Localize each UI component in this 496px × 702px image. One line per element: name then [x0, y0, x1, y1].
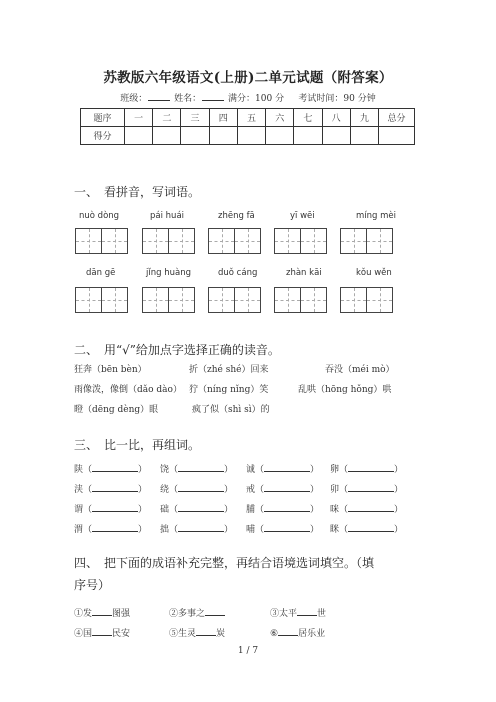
pinyin-label: jǐng huàng — [146, 268, 191, 278]
answer-blank[interactable] — [264, 463, 310, 472]
score-value-row — [81, 127, 415, 145]
score-cell: 一 — [125, 109, 153, 127]
open-paren: （ — [83, 465, 93, 475]
open-paren: （ — [255, 465, 265, 475]
reading-item[interactable]: 乱哄（hōng hǒng）哄 — [298, 385, 392, 395]
close-paren: ） — [310, 465, 320, 475]
answer-blank[interactable] — [178, 523, 224, 532]
char-label: 诚 — [246, 465, 256, 475]
close-paren: ） — [394, 505, 404, 515]
section-4-title-line2: 序号） — [74, 578, 111, 592]
idiom-prefix: ⑥ — [270, 629, 279, 639]
open-paren: （ — [169, 465, 179, 475]
section-1-title: 一、 看拼音，写词语。 — [74, 185, 201, 199]
word-group-item — [74, 462, 147, 475]
score-cell: 六 — [266, 109, 294, 127]
word-group-item — [330, 482, 403, 495]
close-paren: ） — [224, 485, 234, 495]
name-label: 姓名： — [174, 94, 202, 104]
score-input-cell[interactable] — [350, 127, 378, 145]
writing-grid[interactable] — [340, 228, 392, 254]
writing-grid[interactable] — [208, 228, 260, 254]
close-paren: ） — [310, 485, 320, 495]
answer-blank[interactable] — [92, 483, 138, 492]
open-paren: （ — [169, 485, 179, 495]
score-input-cell[interactable] — [237, 127, 265, 145]
close-paren: ） — [310, 505, 320, 515]
idiom-blank[interactable] — [196, 627, 216, 636]
word-group-item — [246, 462, 319, 475]
close-paren: ） — [138, 485, 148, 495]
open-paren: （ — [83, 525, 93, 535]
reading-item[interactable]: 折（zhé shé）回来 — [189, 365, 269, 375]
writing-grid[interactable] — [75, 228, 127, 254]
word-group-item — [74, 522, 147, 535]
char-label: 浃 — [74, 485, 84, 495]
word-group-item — [74, 482, 147, 495]
open-paren: （ — [83, 485, 93, 495]
reading-item[interactable]: 疯了似（shì sì）的 — [192, 405, 270, 415]
section-2-title: 二、 用“√”给加点字选择正确的读音。 — [74, 343, 280, 357]
pinyin-label: duǒ cáng — [218, 268, 258, 278]
score-input-cell[interactable] — [294, 127, 322, 145]
char-label: 绕 — [160, 485, 170, 495]
char-label: 渭 — [74, 525, 84, 535]
answer-blank[interactable] — [92, 503, 138, 512]
idiom-prefix: ①发 — [74, 609, 93, 619]
answer-blank[interactable] — [178, 483, 224, 492]
reading-item[interactable]: 吞没（méi mò） — [325, 365, 395, 375]
class-label: 班级： — [120, 94, 148, 104]
word-group-item — [160, 482, 233, 495]
score-header-row — [81, 109, 415, 127]
answer-blank[interactable] — [264, 503, 310, 512]
idiom-blank[interactable] — [92, 607, 112, 616]
idiom-prefix: ③太平 — [270, 609, 298, 619]
word-group-item — [246, 522, 319, 535]
score-cell: 七 — [294, 109, 322, 127]
answer-blank[interactable] — [348, 463, 394, 472]
writing-grid[interactable] — [142, 287, 194, 313]
answer-blank[interactable] — [348, 523, 394, 532]
open-paren: （ — [339, 505, 349, 515]
answer-blank[interactable] — [178, 503, 224, 512]
page-number: 1 / 7 — [237, 646, 259, 656]
close-paren: ） — [224, 525, 234, 535]
word-group-item — [74, 502, 147, 515]
section-3-title: 三、 比一比，再组词。 — [74, 438, 201, 452]
word-group-item — [330, 522, 403, 535]
exam-time: 考试时间：90 分钟 — [298, 94, 376, 104]
char-label: 咪 — [330, 505, 340, 515]
answer-blank[interactable] — [348, 483, 394, 492]
char-label: 脯 — [246, 505, 256, 515]
open-paren: （ — [255, 505, 265, 515]
open-paren: （ — [339, 525, 349, 535]
idiom-prefix: ②多事之 — [169, 609, 206, 619]
score-input-cell[interactable] — [266, 127, 294, 145]
char-label: 础 — [160, 505, 170, 515]
score-table — [80, 108, 415, 145]
score-cell: 总分 — [379, 109, 415, 127]
pinyin-label: míng mèi — [356, 211, 396, 221]
open-paren: （ — [255, 485, 265, 495]
exam-info — [0, 91, 496, 104]
pinyin-label: dān gē — [86, 268, 116, 278]
score-input-cell[interactable] — [322, 127, 350, 145]
score-input-cell[interactable] — [153, 127, 181, 145]
idiom-suffix: 居乐业 — [298, 629, 326, 639]
score-cell: 题序 — [81, 109, 125, 127]
pinyin-label: yī wēi — [290, 211, 315, 221]
close-paren: ） — [138, 465, 148, 475]
answer-blank[interactable] — [92, 463, 138, 472]
char-label: 哺 — [246, 525, 256, 535]
score-input-cell[interactable] — [125, 127, 153, 145]
open-paren: （ — [339, 485, 349, 495]
char-label: 戒 — [246, 485, 256, 495]
char-label: 卯 — [330, 485, 340, 495]
reading-item[interactable]: 狞（níng nǐng）笑 — [189, 385, 269, 395]
writing-grid[interactable] — [208, 287, 260, 313]
close-paren: ） — [224, 465, 234, 475]
idiom-prefix: ⑤生灵 — [169, 629, 197, 639]
writing-grid[interactable] — [274, 287, 326, 313]
answer-blank[interactable] — [348, 503, 394, 512]
reading-item[interactable]: 瞪（dēng dèng）眼 — [74, 405, 159, 415]
idiom-item — [270, 626, 325, 639]
word-group-item — [246, 502, 319, 515]
idiom-suffix: 图强 — [112, 609, 131, 619]
close-paren: ） — [224, 505, 234, 515]
char-label: 拙 — [160, 525, 170, 535]
idiom-suffix: 世 — [317, 609, 327, 619]
idiom-item — [270, 606, 326, 619]
word-group-item — [160, 502, 233, 515]
section-4-title-line1: 四、 把下面的成语补充完整，再结合语境选词填空。（填 — [74, 556, 375, 570]
score-cell: 九 — [350, 109, 378, 127]
pinyin-label: zhàn kāi — [286, 268, 322, 278]
idiom-prefix: ④国 — [74, 629, 93, 639]
char-label: 饶 — [160, 465, 170, 475]
idiom-blank[interactable] — [205, 607, 225, 616]
score-cell: 二 — [153, 109, 181, 127]
char-label: 卵 — [330, 465, 340, 475]
idiom-suffix: 炭 — [216, 629, 226, 639]
reading-item[interactable]: 雨像泼，像倒（dǎo dào） — [74, 385, 182, 395]
score-input-cell[interactable] — [181, 127, 209, 145]
idiom-item — [74, 606, 130, 619]
answer-blank[interactable] — [178, 463, 224, 472]
open-paren: （ — [169, 525, 179, 535]
close-paren: ） — [138, 525, 148, 535]
idiom-suffix: 民安 — [112, 629, 131, 639]
close-paren: ） — [394, 485, 404, 495]
word-group-item — [160, 462, 233, 475]
word-group-item — [330, 462, 403, 475]
idiom-blank[interactable] — [92, 627, 112, 636]
idiom-item — [169, 626, 225, 639]
full-score: 满分：100 分 — [228, 94, 285, 104]
writing-grid[interactable] — [340, 287, 392, 313]
pinyin-label: kǒu wěn — [356, 268, 392, 278]
word-group-item — [330, 502, 403, 515]
score-cell: 三 — [181, 109, 209, 127]
pinyin-label: pái huái — [150, 211, 185, 221]
close-paren: ） — [310, 525, 320, 535]
name-blank — [202, 93, 224, 101]
reading-item[interactable]: 狂奔（bēn bèn） — [74, 365, 147, 375]
score-input-cell[interactable] — [209, 127, 237, 145]
score-cell: 八 — [322, 109, 350, 127]
open-paren: （ — [339, 465, 349, 475]
open-paren: （ — [169, 505, 179, 515]
char-label: 陕 — [74, 465, 84, 475]
idiom-blank[interactable] — [278, 627, 298, 636]
close-paren: ） — [394, 525, 404, 535]
open-paren: （ — [83, 505, 93, 515]
idiom-blank[interactable] — [297, 607, 317, 616]
close-paren: ） — [394, 465, 404, 475]
writing-grid[interactable] — [274, 228, 326, 254]
writing-grid[interactable] — [142, 228, 194, 254]
writing-grid[interactable] — [75, 287, 127, 313]
word-group-item — [246, 482, 319, 495]
answer-blank[interactable] — [92, 523, 138, 532]
char-label: 眯 — [330, 525, 340, 535]
score-input-cell[interactable] — [379, 127, 415, 145]
answer-blank[interactable] — [264, 483, 310, 492]
close-paren: ） — [138, 505, 148, 515]
score-cell: 四 — [209, 109, 237, 127]
class-blank — [148, 93, 170, 101]
pinyin-label: zhēng fā — [218, 211, 255, 221]
pinyin-label: nuò dòng — [79, 211, 120, 221]
score-cell: 五 — [237, 109, 265, 127]
idiom-item — [169, 606, 225, 619]
char-label: 谓 — [74, 505, 84, 515]
score-cell: 得分 — [81, 127, 125, 145]
answer-blank[interactable] — [264, 523, 310, 532]
page-title: 苏教版六年级语文(上册)二单元试题（附答案） — [103, 70, 393, 86]
idiom-item — [74, 626, 130, 639]
word-group-item — [160, 522, 233, 535]
open-paren: （ — [255, 525, 265, 535]
